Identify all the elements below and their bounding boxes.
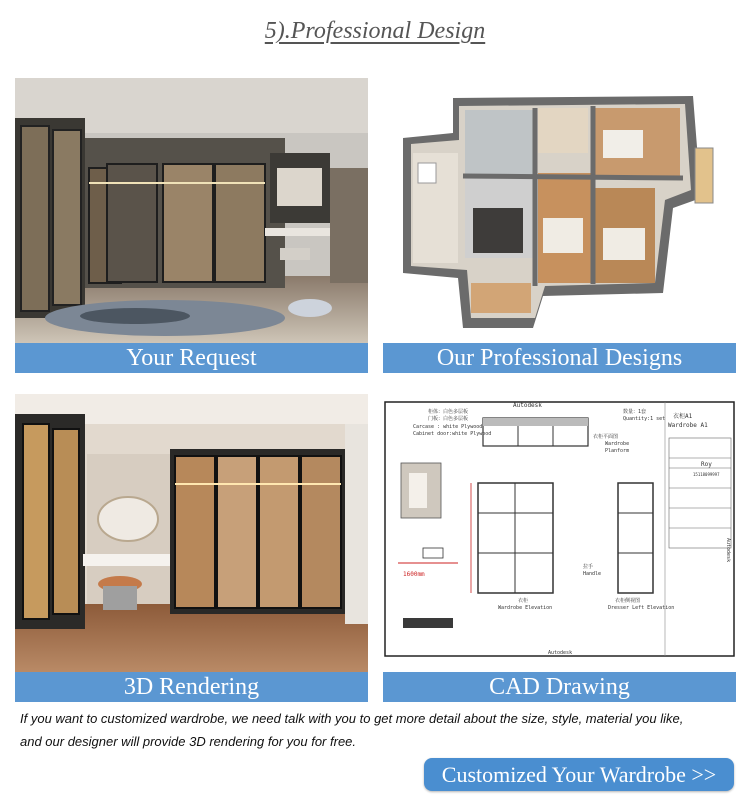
footer-line-2: and our designer will provide 3D rendering for you for free. (20, 734, 357, 749)
cad-left: Dresser Left Elevation (608, 605, 675, 611)
cad-brand-top: Autodesk (513, 402, 542, 409)
footer-line-1: If you want to customized wardrobe, we need talk with you to get more detail about the size, style, material you like, (20, 711, 684, 726)
cad-wardrobe-title-cn: 衣柜A1 (673, 413, 693, 420)
3d-rendering-caption: 3D Rendering (15, 672, 368, 702)
customized-wardrobe-button[interactable]: Customized Your Wardrobe >> (424, 758, 734, 791)
cad-door-cn: 门板：白色多层板 (428, 416, 469, 422)
cad-carcase: Carcase : white Plywood (413, 424, 483, 430)
your-request-image (15, 78, 368, 344)
cad-drawing-caption: CAD Drawing (383, 672, 736, 702)
cad-plan-1: Wardrobe (605, 441, 630, 447)
cad-left-cn: 衣柜侧视图 (615, 598, 641, 604)
cad-phone: 15118099997 (693, 472, 720, 477)
your-request-caption: Your Request (15, 343, 368, 373)
cad-dim-1600: 1600mm (403, 571, 425, 578)
cad-brand-bottom: Autodesk (548, 650, 573, 656)
cad-designer: Roy (701, 461, 712, 468)
cad-qty: Quantity:1 set (623, 416, 666, 422)
cad-brand-side: Autodesk (725, 538, 731, 563)
cad-elev-cn: 衣柜 (518, 598, 529, 604)
cad-handle-cn: 拉手 (583, 564, 594, 570)
professional-designs-caption: Our Professional Designs (383, 343, 736, 373)
cad-carcase-cn: 柜体：白色多层板 (428, 409, 469, 415)
cad-plan-cn: 衣柜平面图 (593, 434, 619, 440)
cad-qty-cn: 数量：1套 (623, 409, 647, 415)
cad-door: Cabinet door:white Plywood (413, 431, 492, 437)
3d-rendering-image (15, 394, 368, 672)
cad-wardrobe-title: Wardrobe A1 (668, 422, 708, 429)
page-title: 5).Professional Design (264, 18, 486, 44)
cad-handle: Handle (583, 571, 602, 577)
cad-drawing-image (383, 398, 736, 660)
professional-designs-image (383, 78, 736, 344)
cad-plan-2: Planform (605, 448, 630, 454)
cad-elev: Wardrobe Elevation (498, 605, 553, 611)
